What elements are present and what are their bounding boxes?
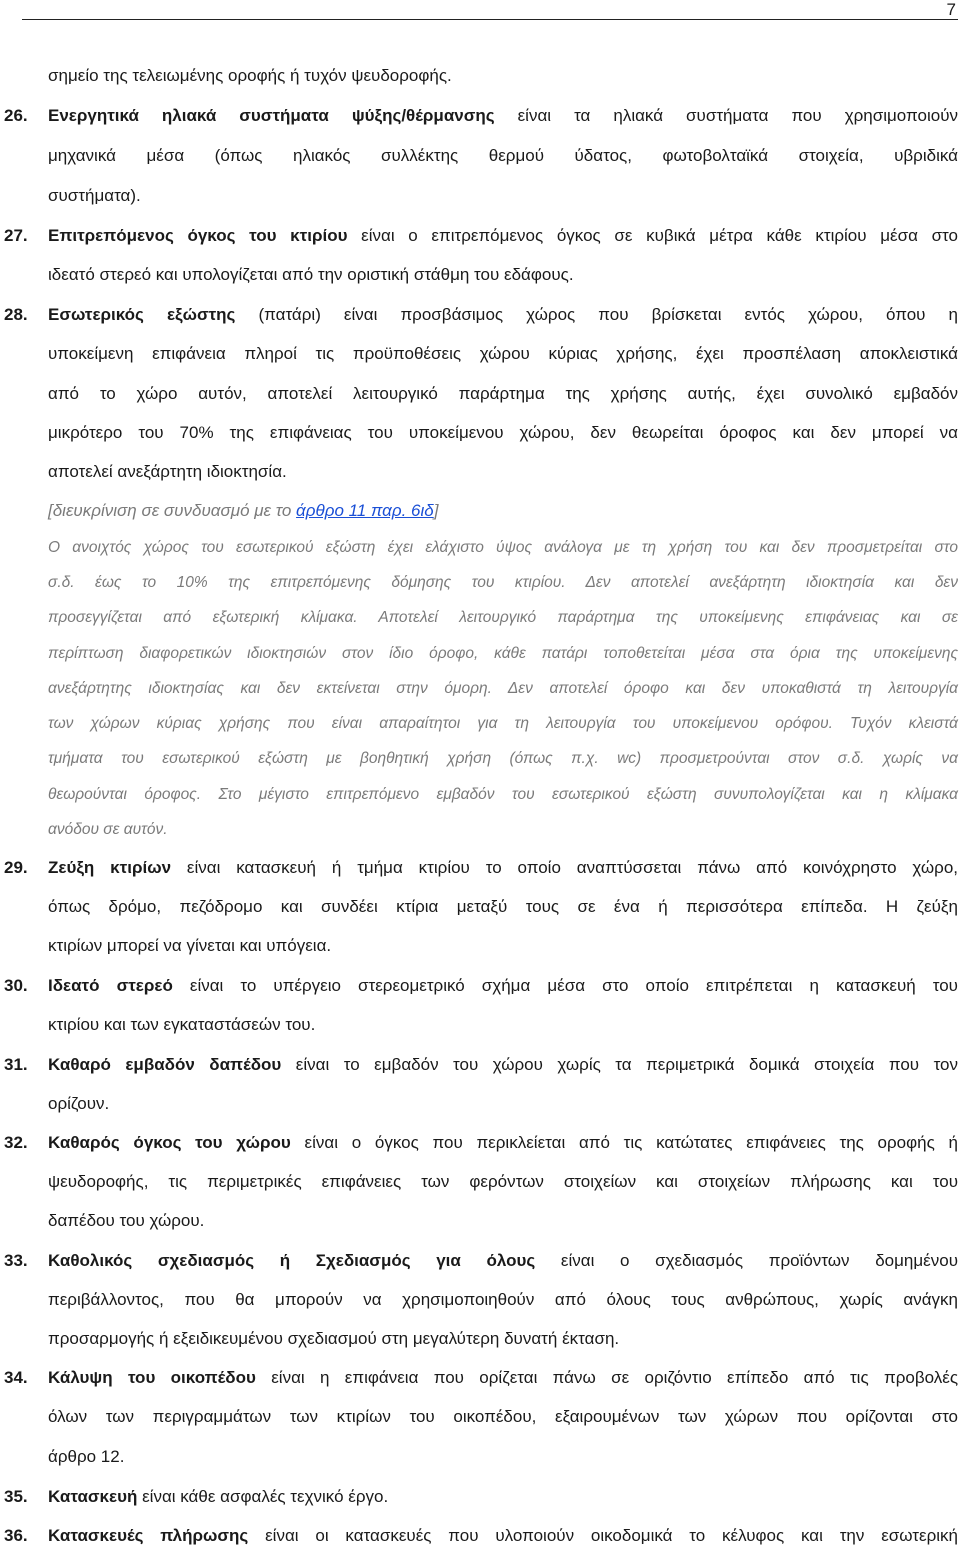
item-33-line-3: προσαρμογής ή εξειδικευμένου σχεδιασμού στη μεγαλύτερη δυνατή έκταση. xyxy=(48,1329,620,1348)
item-number-26: 26. xyxy=(4,106,28,125)
item-32-line-2: ψευδοροφής, τις περιμετρικές επιφάνειες των φερόντων στοιχείων και στοιχείων πλήρωσης και του xyxy=(48,1172,958,1191)
note-line-2: σ.δ. έως το 10% της επιτρεπόμενης δόμησης του κτιρίου. Δεν αποτελεί ανεξάρτητη ιδιοκτησία και δεν xyxy=(48,574,958,591)
item-29-line-3: κτιρίων μπορεί να γίνεται και υπόγεια. xyxy=(48,936,332,955)
item-26-term: Ενεργητικά ηλιακά συστήματα ψύξης/θέρμανσης xyxy=(48,106,495,125)
item-28-line-3: από το χώρο αυτόν, αποτελεί λειτουργικό παράρτημα της χρήσης αυτής, έχει συνολικό εμβαδόν xyxy=(48,384,958,403)
item-33-line-1: Καθολικός σχεδιασμός ή Σχεδιασμός για όλους είναι ο σχεδιασμός προϊόντων δομημένου xyxy=(48,1251,958,1270)
header-rule xyxy=(22,19,958,20)
item-number-31: 31. xyxy=(4,1055,28,1074)
item-31-line-2: ορίζουν. xyxy=(48,1094,110,1113)
item-27-line-2: ιδεατό στερεό και υπολογίζεται από την οριστική στάθμη του εδάφους. xyxy=(48,265,574,284)
item-26-line-2: μηχανικά μέσα (όπως ηλιακός συλλέκτης θερμού ύδατος, φωτοβολταϊκά στοιχεία, υβριδικά xyxy=(48,146,958,165)
item-32-line-1: Καθαρός όγκος του χώρου είναι ο όγκος που περικλείεται από τις κατώτατες επιφάνειες της οροφής ή xyxy=(48,1133,958,1152)
item-28-term: Εσωτερικός εξώστης xyxy=(48,305,236,324)
item-31-term: Καθαρό εμβαδόν δαπέδου xyxy=(48,1055,282,1074)
item-31-line-1: Καθαρό εμβαδόν δαπέδου είναι το εμβαδόν του χώρου χωρίς τα περιμετρικά δομικά στοιχεία που τον xyxy=(48,1055,958,1074)
item-30-line-1: Ιδεατό στερεό είναι το υπέργειο στερεομετρικό σχήμα μέσα στο οποίο επιτρέπεται η κατασκευή του xyxy=(48,976,958,995)
note-line-1: Ο ανοιχτός χώρος του εσωτερικού εξώστη έχει ελάχιστο ύψος ανάλογα με τη χρήση του και δεν προσμετρείται στο xyxy=(48,539,958,556)
item-30-line-2: κτιρίου και των εγκαταστάσεών του. xyxy=(48,1015,316,1034)
item-35-line-1: Κατασκευή είναι κάθε ασφαλές τεχνικό έργο. xyxy=(48,1487,389,1506)
item-28-line-2: υποκείμενη επιφάνεια πληροί τις προϋποθέσεις χώρου κύριας χρήσης, έχει προσπέλαση αποκλειστικά xyxy=(48,344,958,363)
item-27-line-1: Επιτρεπόμενος όγκος του κτιρίου είναι ο επιτρεπόμενος όγκος σε κυβικά μέτρα κάθε κτιρίου μέσα στο xyxy=(48,226,958,245)
item-number-30: 30. xyxy=(4,976,28,995)
article-11-link[interactable]: άρθρο 11 παρ. 6ιδ xyxy=(296,501,434,520)
item-number-33: 33. xyxy=(4,1251,28,1270)
item-32-term: Καθαρός όγκος του χώρου xyxy=(48,1133,291,1152)
item-28-line-5: αποτελεί ανεξάρτητη ιδιοκτησία. xyxy=(48,462,287,481)
item-29-line-2: όπως δρόμο, πεζόδρομο και συνδέει κτίρια μεταξύ τους σε ένα ή περισσότερα επίπεδα. Η ζεύξη xyxy=(48,897,958,916)
note-line-5: ανεξάρτητης ιδιοκτησίας και δεν εκτείνεται στην όμορη. Δεν αποτελεί όροφο και δεν υποκαθιστά τη λειτουργία xyxy=(48,680,958,697)
item-36-line-1: Κατασκευές πλήρωσης είναι οι κατασκευές που υλοποιούν οικοδομικά το κέλυφος και την εσωτερική xyxy=(48,1526,958,1545)
item-34-line-2: όλων των περιγραμμάτων των κτιρίων του οικοπέδου, εξαιρουμένων των χώρων που ορίζονται στο xyxy=(48,1407,958,1426)
item-number-29: 29. xyxy=(4,858,28,877)
item-29-line-1: Ζεύξη κτιρίων είναι κατασκευή ή τμήμα κτιρίου το οποίο αναπτύσσεται πάνω από κοινόχρηστο χώρο, xyxy=(48,858,959,877)
item-28-line-1: Εσωτερικός εξώστης (πατάρι) είναι προσβάσιμος χώρος που βρίσκεται εντός χώρου, όπου η xyxy=(48,305,958,324)
item-34-line-3: άρθρο 12. xyxy=(48,1447,125,1466)
item-33-line-2: περιβάλλοντος, που θα μπορούν να χρησιμοποιηθούν από όλους τους ανθρώπους, χωρίς ανάγκη xyxy=(48,1290,958,1309)
item-number-35: 35. xyxy=(4,1487,28,1506)
item-number-28: 28. xyxy=(4,305,28,324)
item-34-term: Κάλυψη του οικοπέδου xyxy=(48,1368,256,1387)
item-28-line-4: μικρότερο του 70% της επιφάνειας του υποκείμενου χώρου, δεν θεωρείται όροφος και δεν μπορεί να xyxy=(48,423,958,442)
note-line-4: περίπτωση διαφορετικών ιδιοκτησιών στον ίδιο όροφο, κάθε πατάρι τοποθετείται μέσα στα όρια της υποκείμενης xyxy=(48,645,958,662)
item-32-line-3: δαπέδου του χώρου. xyxy=(48,1211,205,1230)
item-34-line-1: Κάλυψη του οικοπέδου είναι η επιφάνεια που ορίζεται πάνω σε οριζόντιο επίπεδο από τις προβολές xyxy=(48,1368,959,1387)
page-number: 7 xyxy=(946,0,956,19)
note-line-6: των χώρων κύριας χρήσης που είναι απαραίτητοι για τη λειτουργία του υποκείμενου ορόφου. Τυχόν κλειστά xyxy=(48,715,958,732)
item-29-term: Ζεύξη κτιρίων xyxy=(48,858,172,877)
item-number-32: 32. xyxy=(4,1133,28,1152)
item-33-term: Καθολικός σχεδιασμός ή Σχεδιασμός για όλους xyxy=(48,1251,536,1270)
clarification-note: [διευκρίνιση σε συνδυασμό με το άρθρο 11 παρ. 6ιδ] xyxy=(48,501,439,520)
note-line-7: τμήματα του εσωτερικού εξώστη με βοηθητική χρήση (όπως π.χ. wc) προσμετρούνται στον σ.δ. χωρίς να xyxy=(48,750,958,767)
item-number-36: 36. xyxy=(4,1526,28,1545)
item-30-term: Ιδεατό στερεό xyxy=(48,976,173,995)
note-line-9: ανόδου σε αυτόν. xyxy=(48,821,168,838)
note-line-8: θεωρούνται όροφος. Στο μέγιστο επιτρεπόμενο εμβαδόν του εσωτερικού εξώστη συνυπολογίζεται και η κλίμακα xyxy=(48,786,958,803)
item-27-term: Επιτρεπόμενος όγκος του κτιρίου xyxy=(48,226,348,245)
item-35-term: Κατασκευή xyxy=(48,1487,138,1506)
item-36-term: Κατασκευές πλήρωσης xyxy=(48,1526,249,1545)
item-number-34: 34. xyxy=(4,1368,28,1387)
item-26-line-1: Ενεργητικά ηλιακά συστήματα ψύξης/θέρμανσης είναι τα ηλιακά συστήματα που χρησιμοποιούν xyxy=(48,106,958,125)
note-line-3: προσεγγίζεται από εξωτερική κλίμακα. Αποτελεί λειτουργικό παράρτημα της υποκείμενης επιφάνειας και σε xyxy=(48,609,958,626)
item-26-line-3: συστήματα). xyxy=(48,186,141,205)
intro-line: σημείο της τελειωμένης οροφής ή τυχόν ψευδοροφής. xyxy=(48,66,452,85)
item-number-27: 27. xyxy=(4,226,28,245)
